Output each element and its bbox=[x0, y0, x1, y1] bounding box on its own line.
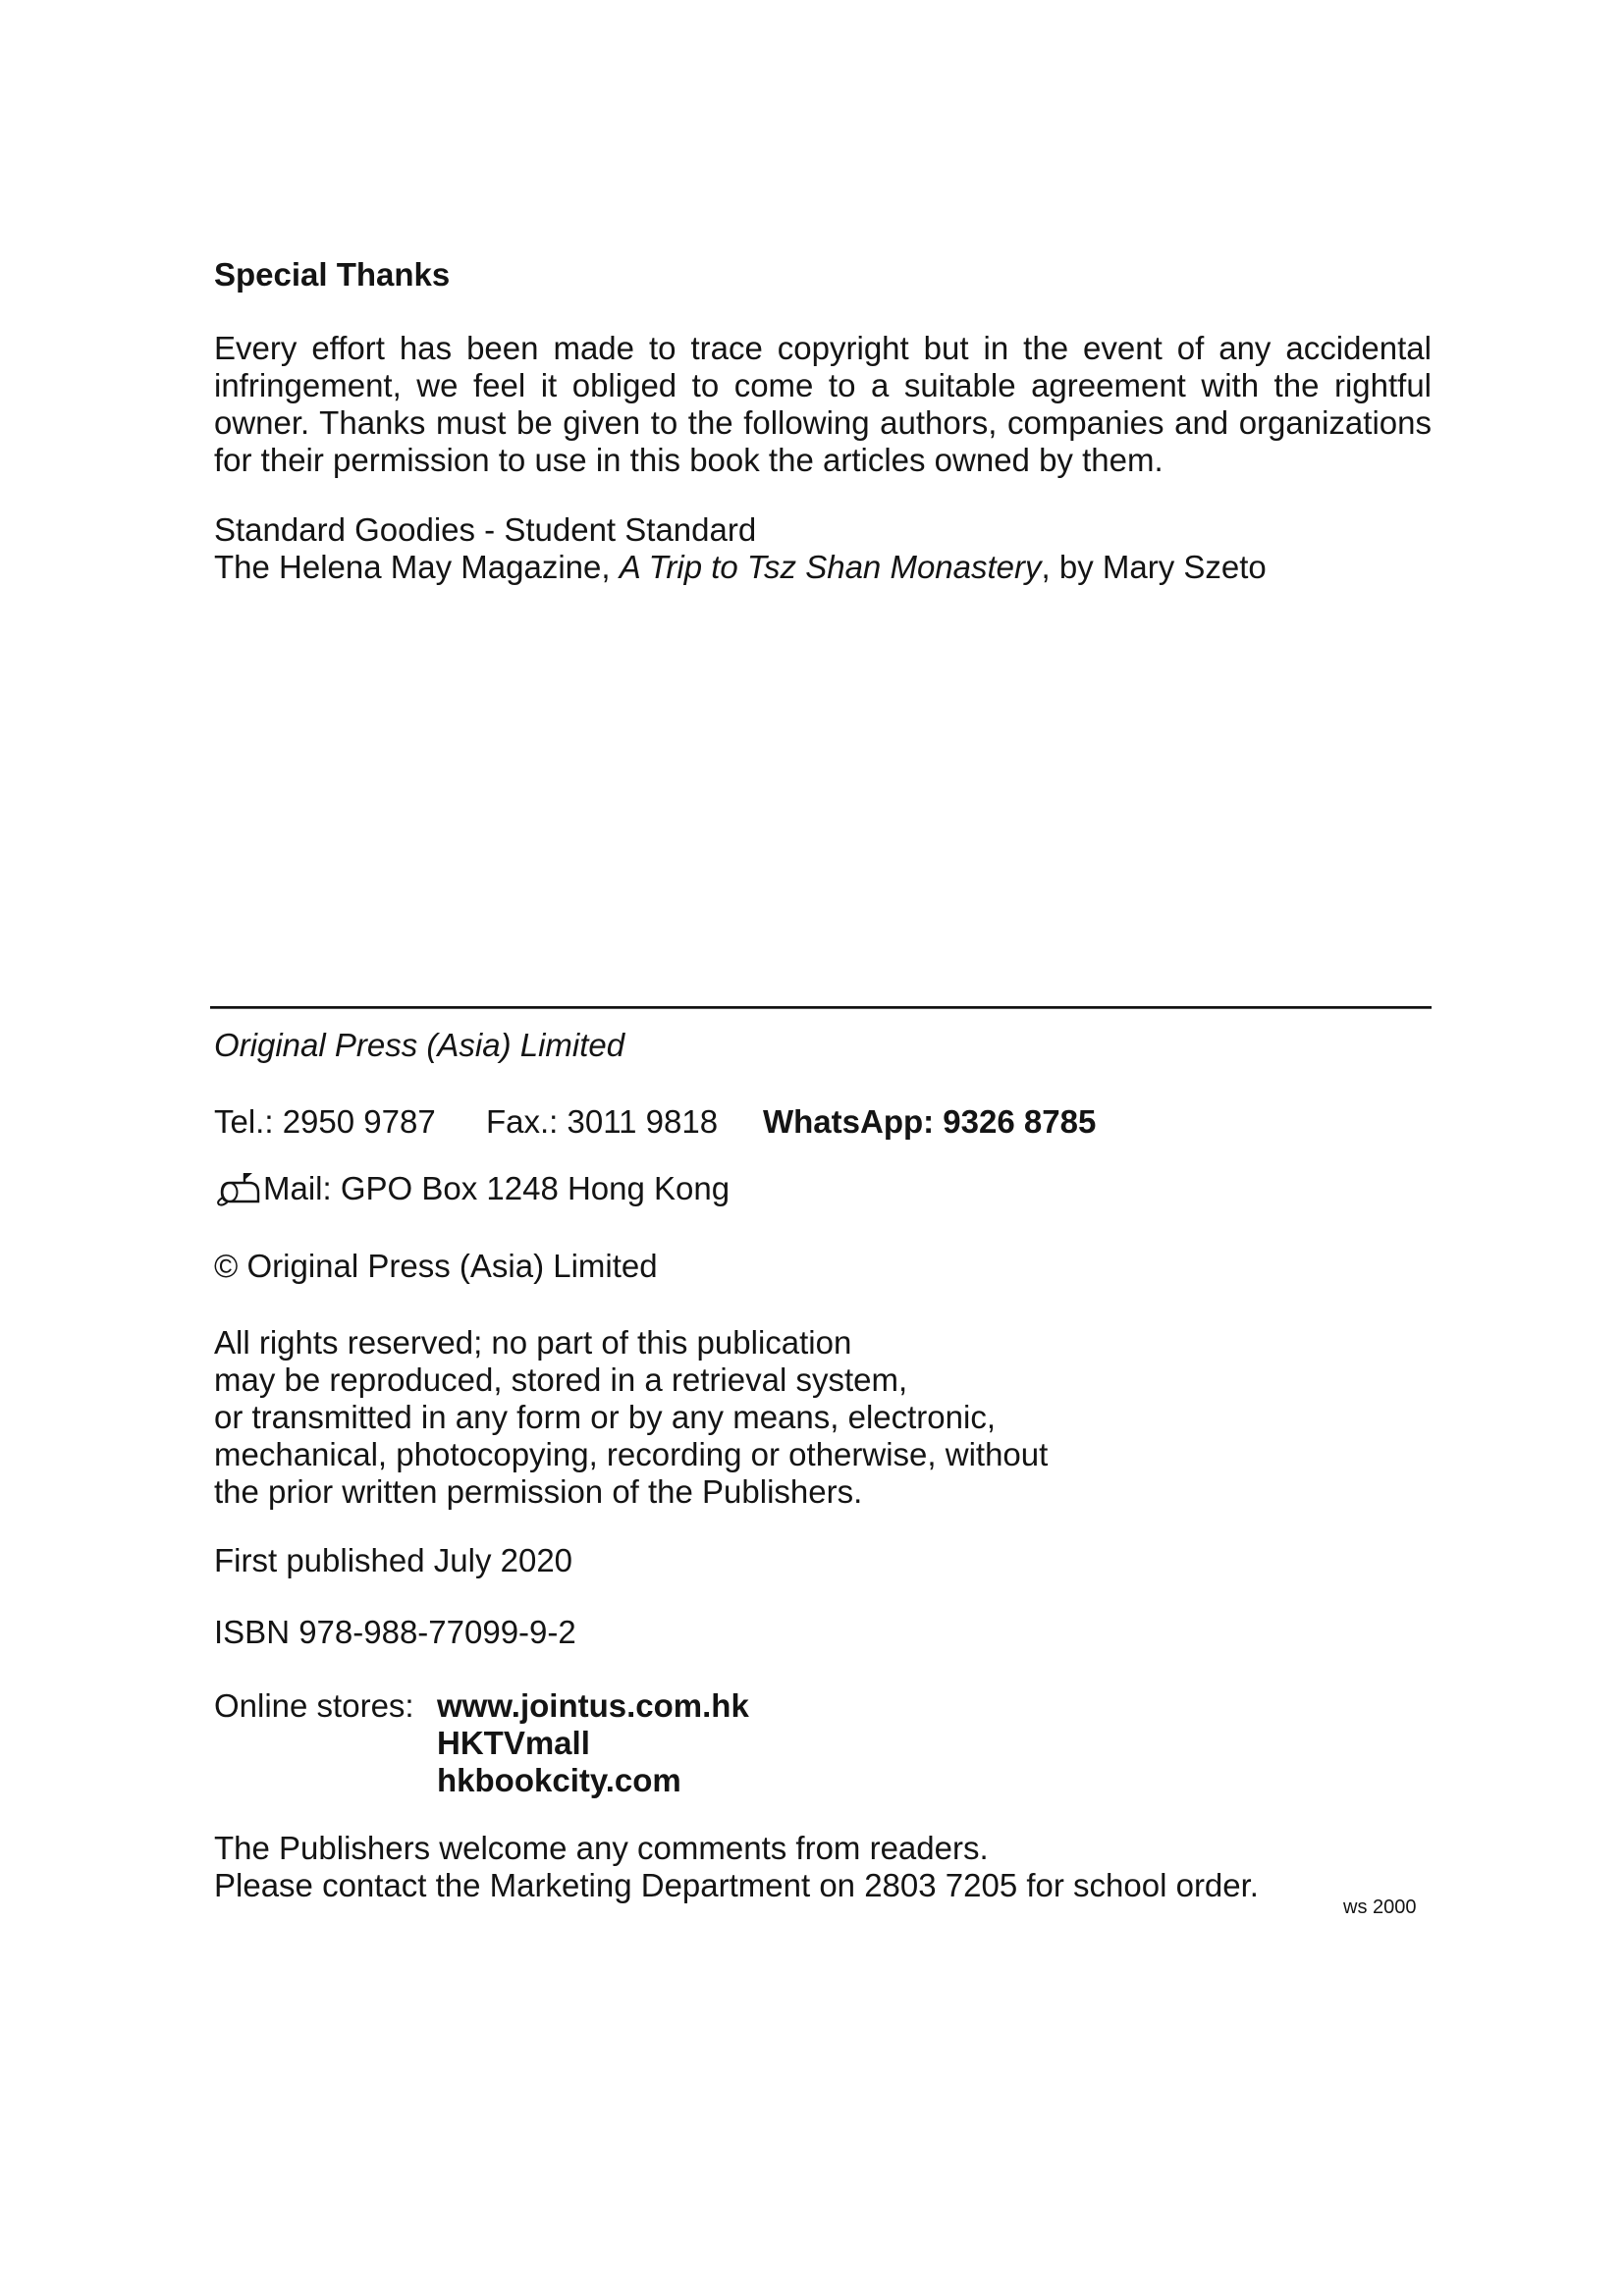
online-stores-block bbox=[214, 1687, 1432, 1799]
rights-line: may be reproduced, stored in a retrieval system, bbox=[214, 1362, 908, 1398]
credit-line-2-article-title: A Trip to Tsz Shan Monastery bbox=[619, 549, 1042, 585]
rights-line: or transmitted in any form or by any means, electronic, bbox=[214, 1399, 996, 1435]
tel-number: Tel.: 2950 9787 bbox=[214, 1103, 436, 1140]
comments-line: The Publishers welcome any comments from readers. bbox=[214, 1830, 989, 1866]
online-stores-list bbox=[437, 1687, 749, 1799]
page-title: Special Thanks bbox=[214, 256, 451, 293]
online-store-item: www.jointus.com.hk bbox=[437, 1687, 749, 1724]
credits-block bbox=[214, 511, 1432, 586]
comments-line: Please contact the Marketing Department on 2803 7205 for school order. bbox=[214, 1867, 1259, 1903]
rights-block bbox=[214, 1324, 1432, 1511]
comments-block bbox=[214, 1830, 1432, 1904]
online-store-item: HKTVmall bbox=[437, 1725, 590, 1761]
copyright-notice-paragraph: Every effort has been made to trace copyright but in the event of any accidental infringement, we feel it obliged to come to a suitable agreement with the rightful owner. Thanks must be given to the following authors, companies and organizations for their permission to use in this book the articles owned by them. bbox=[214, 330, 1432, 478]
credit-line-2 bbox=[214, 549, 1432, 586]
copyright-line: © Original Press (Asia) Limited bbox=[214, 1248, 658, 1284]
credit-line-2-suffix: , by Mary Szeto bbox=[1041, 549, 1267, 585]
credit-line-1: Standard Goodies - Student Standard bbox=[214, 511, 757, 548]
publisher-name: Original Press (Asia) Limited bbox=[214, 1027, 625, 1063]
online-store-item: hkbookcity.com bbox=[437, 1762, 681, 1798]
contact-numbers-row bbox=[214, 1103, 1432, 1141]
rights-line: the prior written permission of the Publishers. bbox=[214, 1473, 863, 1510]
credit-line-2-prefix: The Helena May Magazine, bbox=[214, 549, 620, 585]
rights-line: mechanical, photocopying, recording or otherwise, without bbox=[214, 1436, 1049, 1472]
mailbox-icon bbox=[214, 1169, 263, 1208]
section-divider-rule bbox=[210, 1006, 1432, 1009]
online-stores-label: Online stores: bbox=[214, 1687, 414, 1724]
mail-address: Mail: GPO Box 1248 Hong Kong bbox=[263, 1170, 731, 1206]
fax-number: Fax.: 3011 9818 bbox=[486, 1103, 719, 1140]
isbn-line: ISBN 978-988-77099-9-2 bbox=[214, 1614, 576, 1650]
whatsapp-number: WhatsApp: 9326 8785 bbox=[763, 1103, 1097, 1140]
mail-address-row bbox=[214, 1169, 730, 1208]
first-published-line: First published July 2020 bbox=[214, 1542, 573, 1578]
rights-line: All rights reserved; no part of this publication bbox=[214, 1324, 852, 1361]
print-code: ws 2000 bbox=[1343, 1896, 1417, 1918]
